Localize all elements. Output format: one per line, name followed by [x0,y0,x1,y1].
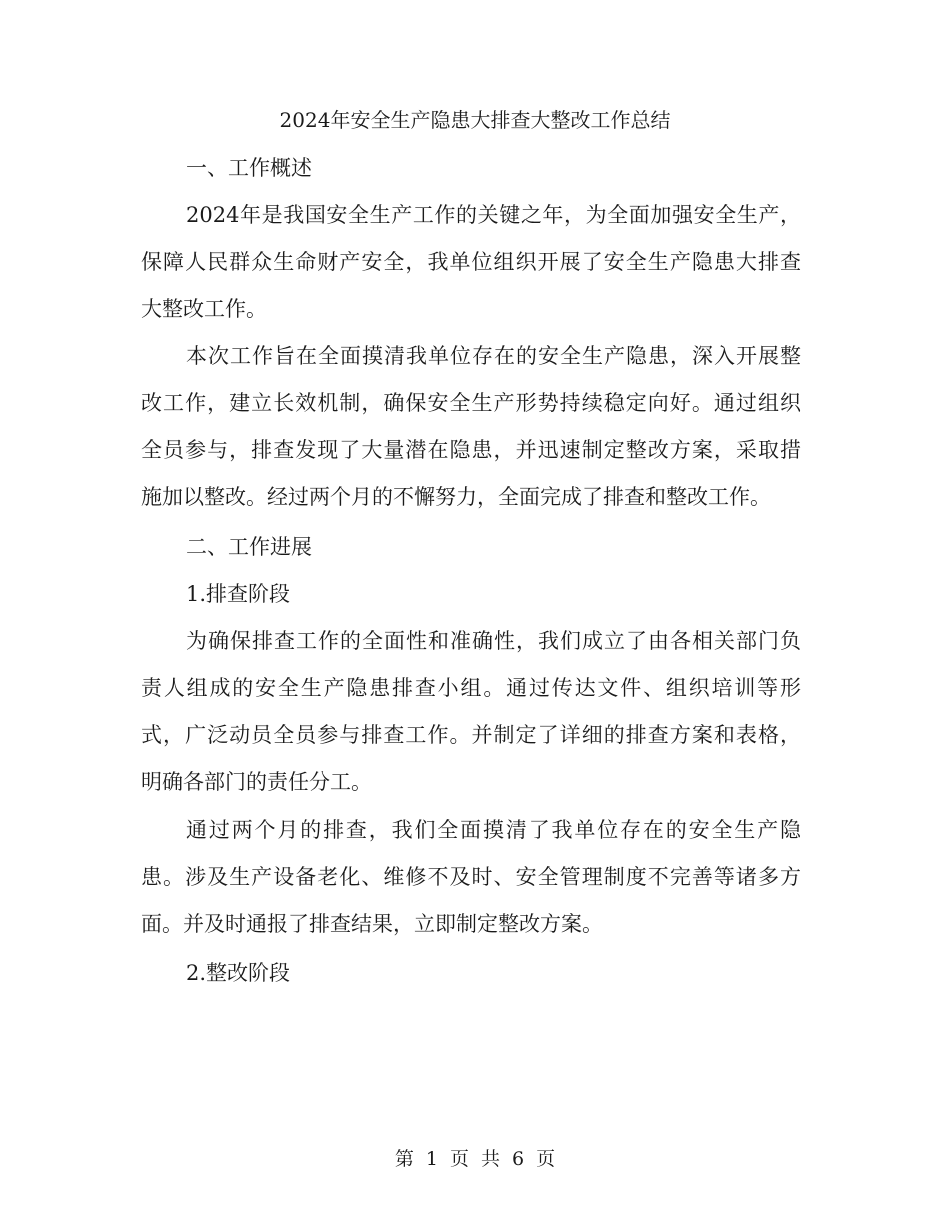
paragraph-line: 面。并及时通报了排查结果，立即制定整改方案。 [141,912,603,936]
paragraph-line: 全员参与，排查发现了大量潜在隐患，并迅速制定整改方案，采取措 [141,438,801,462]
page-number-footer: 第 1 页 共 6 页 [394,1148,556,1170]
paragraph-line: 改工作，建立长效机制，确保安全生产形势持续稳定向好。通过组织 [141,391,801,415]
section-heading-overview: 一、工作概述 [186,156,312,180]
paragraph-line: 施加以整改。经过两个月的不懈努力，全面完成了排查和整改工作。 [141,485,771,509]
paragraph-line: 保障人民群众生命财产安全，我单位组织开展了安全生产隐患大排查 [141,250,801,274]
paragraph-line: 责人组成的安全生产隐患排查小组。通过传达文件、组织培训等形 [141,676,801,700]
paragraph-line: 明确各部门的责任分工。 [141,770,372,794]
paragraph-line: 大整改工作。 [141,297,267,321]
paragraph-line: 患。涉及生产设备老化、维修不及时、安全管理制度不完善等诸多方 [141,865,801,889]
paragraph-line: 为确保排查工作的全面性和准确性，我们成立了由各相关部门负 [186,629,801,653]
document-title: 2024年安全生产隐患大排查大整改工作总结 [279,108,671,132]
subsection-heading-rectification: 2.整改阶段 [186,961,291,985]
subsection-heading-inspection: 1.排查阶段 [186,582,291,606]
paragraph-line: 2024年是我国安全生产工作的关键之年，为全面加强安全生产， [186,203,801,227]
paragraph-line: 通过两个月的排查，我们全面摸清了我单位存在的安全生产隐 [186,818,801,842]
paragraph-line: 式，广泛动员全员参与排查工作。并制定了详细的排查方案和表格， [141,723,801,747]
section-heading-progress: 二、工作进展 [186,535,312,559]
paragraph-line: 本次工作旨在全面摸清我单位存在的安全生产隐患，深入开展整 [186,344,801,368]
